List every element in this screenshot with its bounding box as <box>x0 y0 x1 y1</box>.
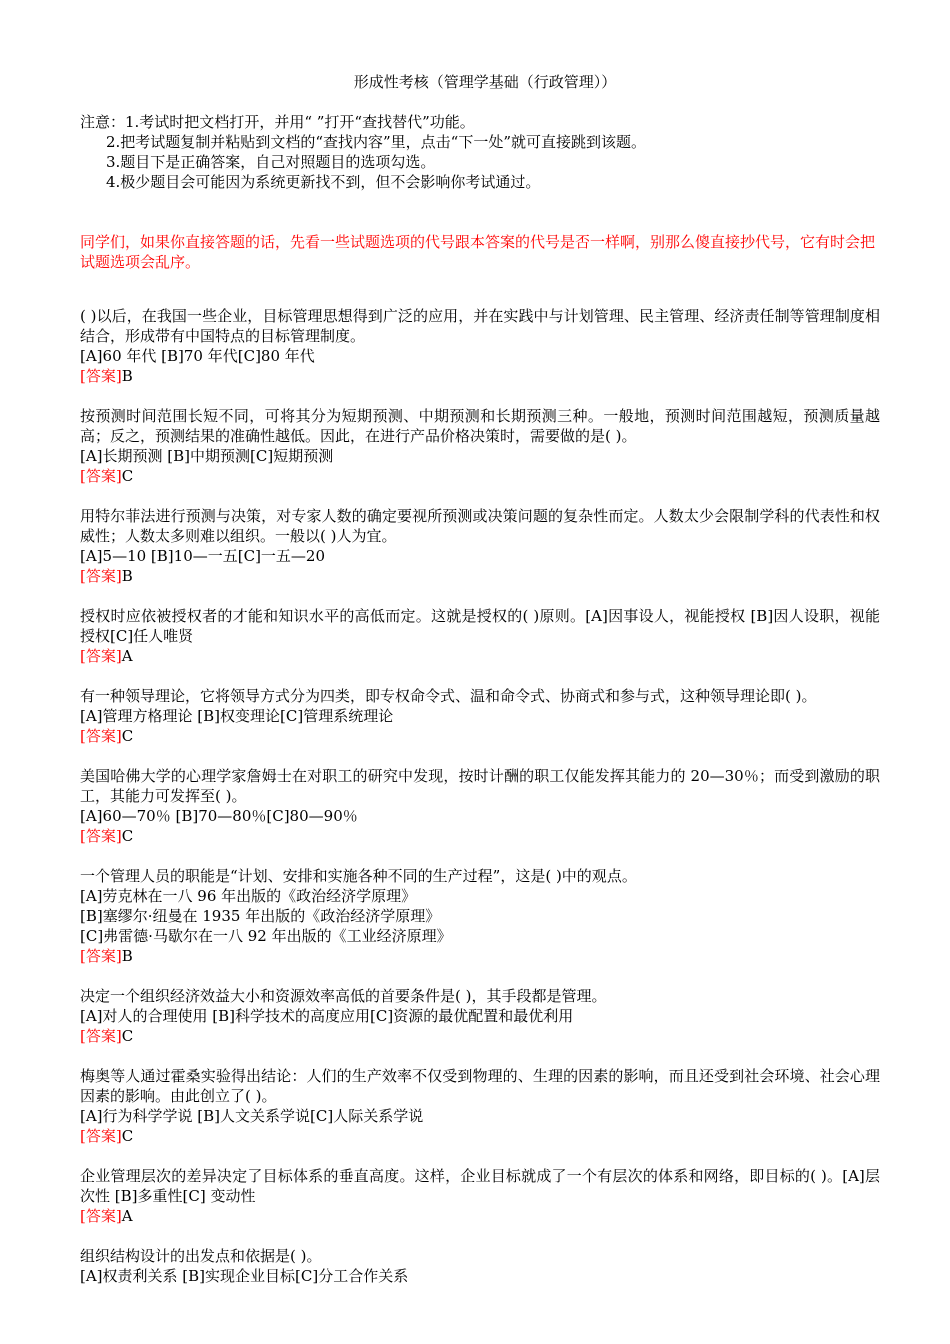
answer-value: B <box>121 367 133 385</box>
answer-label: [答案] <box>80 647 122 665</box>
question-item <box>80 506 880 586</box>
question-item <box>80 1166 880 1226</box>
answer-line <box>80 466 880 486</box>
question-text: 一个管理人员的职能是“计划、安排和实施各种不同的生产过程”，这是( )中的观点。 <box>80 867 637 885</box>
answer-label: [答案] <box>80 1027 122 1045</box>
document-title: 形成性考核（管理学基础（行政管理）） <box>353 73 617 91</box>
question-text: ( )以后，在我国一些企业，目标管理思想得到广泛的应用，并在实践中与计划管理、民主管理、经济责任制等管理制度相结合，形成带有中国特点的目标管理制度。 <box>80 307 880 345</box>
notice-line: 3.题目下是正确答案，自己对照题目的选项勾选。 <box>106 153 436 171</box>
question-item <box>80 986 880 1046</box>
answer-line <box>80 726 880 746</box>
answer-value: C <box>121 727 134 745</box>
question-options: [A]管理方格理论 [B]权变理论[C]管理系统理论 <box>80 707 394 725</box>
answer-value: C <box>121 467 134 485</box>
question-text: 授权时应依被授权者的才能和知识水平的高低而定。这就是授权的( )原则。[A]因事设人，视能授权 [B]因人设职，视能授权[C]任人唯贤 <box>80 607 880 645</box>
document-page <box>80 72 880 1306</box>
question-text: 有一种领导理论，它将领导方式分为四类，即专权命令式、温和命令式、协商式和参与式，这种领导理论即( )。 <box>80 687 817 705</box>
question-options: [A]对人的合理使用 [B]科学技术的高度应用[C]资源的最优配置和最优利用 <box>80 1007 574 1025</box>
answer-line <box>80 1126 880 1146</box>
question-item <box>80 306 880 386</box>
notice-line: 4.极少题目会可能因为系统更新找不到，但不会影响你考试通过。 <box>106 173 541 191</box>
answer-value: C <box>121 827 134 845</box>
answer-line <box>80 566 880 586</box>
answer-value: C <box>121 1027 134 1045</box>
question-item <box>80 606 880 666</box>
question-item <box>80 1066 880 1146</box>
answer-value: A <box>121 647 133 665</box>
question-list <box>80 306 880 1286</box>
answer-line <box>80 1026 880 1046</box>
answer-label: [答案] <box>80 827 122 845</box>
question-text: 美国哈佛大学的心理学家詹姆士在对职工的研究中发现，按时计酬的职工仅能发挥其能力的 20—30％；而受到激励的职工，其能力可发挥至( )。 <box>80 767 880 805</box>
answer-line <box>80 366 880 386</box>
answer-line <box>80 1206 880 1226</box>
answer-label: [答案] <box>80 467 122 485</box>
question-text: 决定一个组织经济效益大小和资源效率高低的首要条件是( )，其手段都是管理。 <box>80 987 607 1005</box>
question-options: [A]5—10 [B]10—一五[C]一五—20 <box>80 547 326 565</box>
notice-line: 2.把考试题复制并粘贴到文档的“查找内容”里，点击“下一处”就可直接跳到该题。 <box>106 133 646 151</box>
notice-line: 注意：1.考试时把文档打开，并用“ ”打开“查找替代”功能。 <box>80 113 475 131</box>
answer-label: [答案] <box>80 1207 122 1225</box>
answer-label: [答案] <box>80 367 122 385</box>
question-options: [A]60—70％ [B]70—80％[C]80—90％ <box>80 807 358 825</box>
question-text: 用特尔菲法进行预测与决策，对专家人数的确定要视所预测或决策问题的复杂性而定。人数太少会限制学科的代表性和权威性；人数太多则难以组织。一般以( )人为宜。 <box>80 507 880 545</box>
answer-value: A <box>121 1207 133 1225</box>
answer-label: [答案] <box>80 947 122 965</box>
answer-line <box>80 826 880 846</box>
question-text: 企业管理层次的差异决定了目标体系的垂直高度。这样，企业目标就成了一个有层次的体系和网络，即目标的( )。[A]层次性 [B]多重性[C] 变动性 <box>80 1167 880 1205</box>
question-options: [C]弗雷德·马歇尔在一八 92 年出版的《工业经济原理》 <box>80 927 452 945</box>
question-text: 按预测时间范围长短不同，可将其分为短期预测、中期预测和长期预测三种。一般地，预测时间范围越短，预测质量越高；反之，预测结果的准确性越低。因此，在进行产品价格决策时，需要做的是( )。 <box>80 407 880 445</box>
answer-label: [答案] <box>80 1127 122 1145</box>
question-options: [A]行为科学学说 [B]人文关系学说[C]人际关系学说 <box>80 1107 424 1125</box>
question-item <box>80 866 880 966</box>
question-options: [B]塞缪尔·纽曼在 1935 年出版的《政治经济学原理》 <box>80 907 441 925</box>
question-options: [A]权责利关系 [B]实现企业目标[C]分工合作关系 <box>80 1267 409 1285</box>
question-text: 梅奥等人通过霍桑实验得出结论：人们的生产效率不仅受到物理的、生理的因素的影响，而且还受到社会环境、社会心理因素的影响。由此创立了( )。 <box>80 1067 880 1105</box>
answer-value: B <box>121 947 133 965</box>
warning-note: 同学们，如果你直接答题的话，先看一些试题选项的代号跟本答案的代号是否一样啊，别那么傻直接抄代号，它有时会把试题选项会乱序。 <box>80 233 876 271</box>
question-item <box>80 766 880 846</box>
question-item <box>80 686 880 746</box>
question-options: [A]60 年代 [B]70 年代[C]80 年代 <box>80 347 315 365</box>
answer-line <box>80 646 880 666</box>
question-options: [A]长期预测 [B]中期预测[C]短期预测 <box>80 447 334 465</box>
answer-value: B <box>121 567 133 585</box>
answer-label: [答案] <box>80 567 122 585</box>
question-options: [A]劳克林在一八 96 年出版的《政治经济学原理》 <box>80 887 417 905</box>
answer-label: [答案] <box>80 727 122 745</box>
answer-value: C <box>121 1127 134 1145</box>
question-item <box>80 1246 880 1286</box>
question-item <box>80 406 880 486</box>
question-text: 组织结构设计的出发点和依据是( )。 <box>80 1247 322 1265</box>
notice-block <box>80 112 880 192</box>
answer-line <box>80 946 880 966</box>
